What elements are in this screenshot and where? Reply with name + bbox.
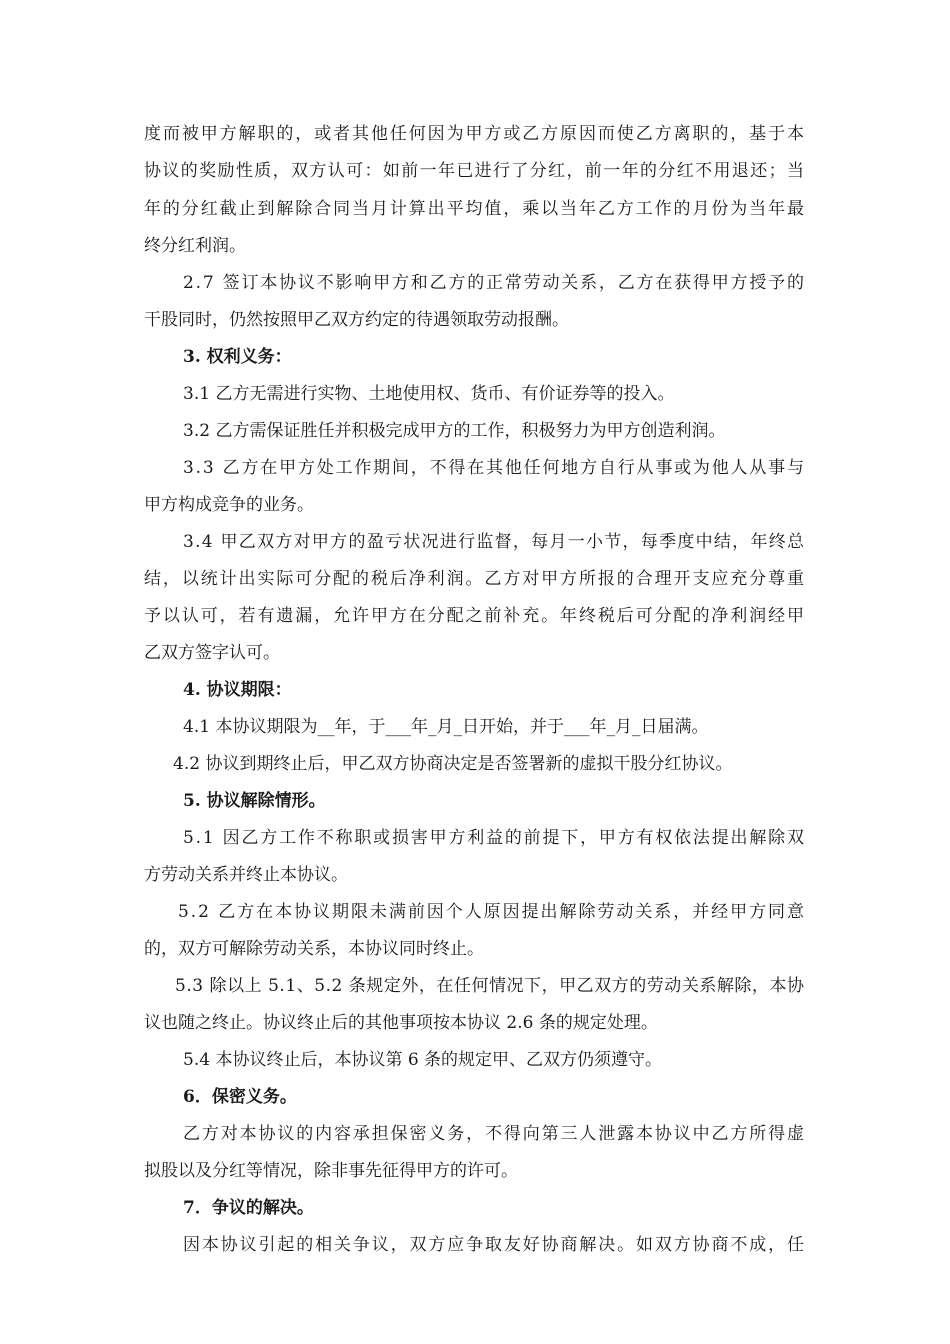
body-text-line: 议也随之终止。协议终止后的其他事项按本协议 2.6 条的规定处理。 bbox=[144, 1013, 658, 1033]
body-text-line: 因本协议引起的相关争议，双方应争取友好协商解决。如双方协商不成，任 bbox=[183, 1235, 806, 1255]
body-text-line: 乙双方签字认可。 bbox=[144, 643, 280, 663]
body-text-line: 2.7 签订本协议不影响甲方和乙方的正常劳动关系，乙方在获得甲方授予的 bbox=[183, 273, 806, 293]
body-text-line: 甲方构成竞争的业务。 bbox=[144, 495, 314, 515]
body-text-line: 协议的奖励性质，双方认可：如前一年已进行了分红，前一年的分红不用退还；当 bbox=[144, 161, 806, 181]
body-text-line: 结，以统计出实际可分配的税后净利润。乙方对甲方所报的合理开支应充分尊重 bbox=[144, 569, 806, 589]
body-text-line: 干股同时，仍然按照甲乙双方约定的待遇领取劳动报酬。 bbox=[144, 310, 569, 330]
body-text-line: 5.2 乙方在本协议期限未满前因个人原因提出解除劳动关系，并经甲方同意 bbox=[178, 902, 806, 922]
body-text-line: 乙方对本协议的内容承担保密义务，不得向第三人泄露本协议中乙方所得虚 bbox=[183, 1124, 806, 1144]
body-text-line: 3.4 甲乙双方对甲方的盈亏状况进行监督，每月一小节，每季度中结，年终总 bbox=[183, 532, 806, 552]
body-text-line: 度而被甲方解职的，或者其他任何因为甲方或乙方原因而使乙方离职的，基于本 bbox=[144, 124, 806, 144]
body-text-line: 4.1 本协议期限为__年，于___年_月_日开始，并于___年_月_日届满。 bbox=[183, 717, 709, 737]
section-heading: 3. 权利义务： bbox=[183, 347, 292, 367]
section-heading: 5. 协议解除情形。 bbox=[183, 791, 326, 811]
body-text-line: 5.4 本协议终止后，本协议第 6 条的规定甲、乙双方仍须遵守。 bbox=[183, 1050, 663, 1070]
body-text-line: 5.3 除以上 5.1、5.2 条规定外，在任何情况下，甲乙双方的劳动关系解除，本协 bbox=[175, 976, 805, 996]
body-text-line: 拟股以及分红等情况，除非事先征得甲方的许可。 bbox=[144, 1161, 518, 1181]
body-text-line: 4.2 协议到期终止后，甲乙双方协商决定是否签署新的虚拟干股分红协议。 bbox=[173, 754, 733, 774]
body-text-line: 年的分红截止到解除合同当月计算出平均值，乘以当年乙方工作的月份为当年最 bbox=[144, 199, 806, 219]
body-text-line: 3.3 乙方在甲方处工作期间，不得在其他任何地方自行从事或为他人从事与 bbox=[183, 458, 806, 478]
section-heading: 6．保密义务。 bbox=[183, 1087, 297, 1107]
section-heading: 4. 协议期限： bbox=[183, 680, 292, 700]
section-heading: 7．争议的解决。 bbox=[183, 1198, 314, 1218]
body-text-line: 5.1 因乙方工作不称职或损害甲方利益的前提下，甲方有权依法提出解除双 bbox=[183, 828, 806, 848]
body-text-line: 予以认可，若有遗漏，允许甲方在分配之前补充。年终税后可分配的净利润经甲 bbox=[144, 606, 806, 626]
body-text-line: 终分红利润。 bbox=[144, 236, 246, 256]
body-text-line: 方劳动关系并终止本协议。 bbox=[144, 865, 348, 885]
body-text-line: 3.1 乙方无需进行实物、土地使用权、货币、有价证券等的投入。 bbox=[183, 384, 675, 404]
body-text-line: 的，双方可解除劳动关系，本协议同时终止。 bbox=[144, 939, 484, 959]
body-text-line: 3.2 乙方需保证胜任并积极完成甲方的工作，积极努力为甲方创造利润。 bbox=[183, 421, 726, 441]
